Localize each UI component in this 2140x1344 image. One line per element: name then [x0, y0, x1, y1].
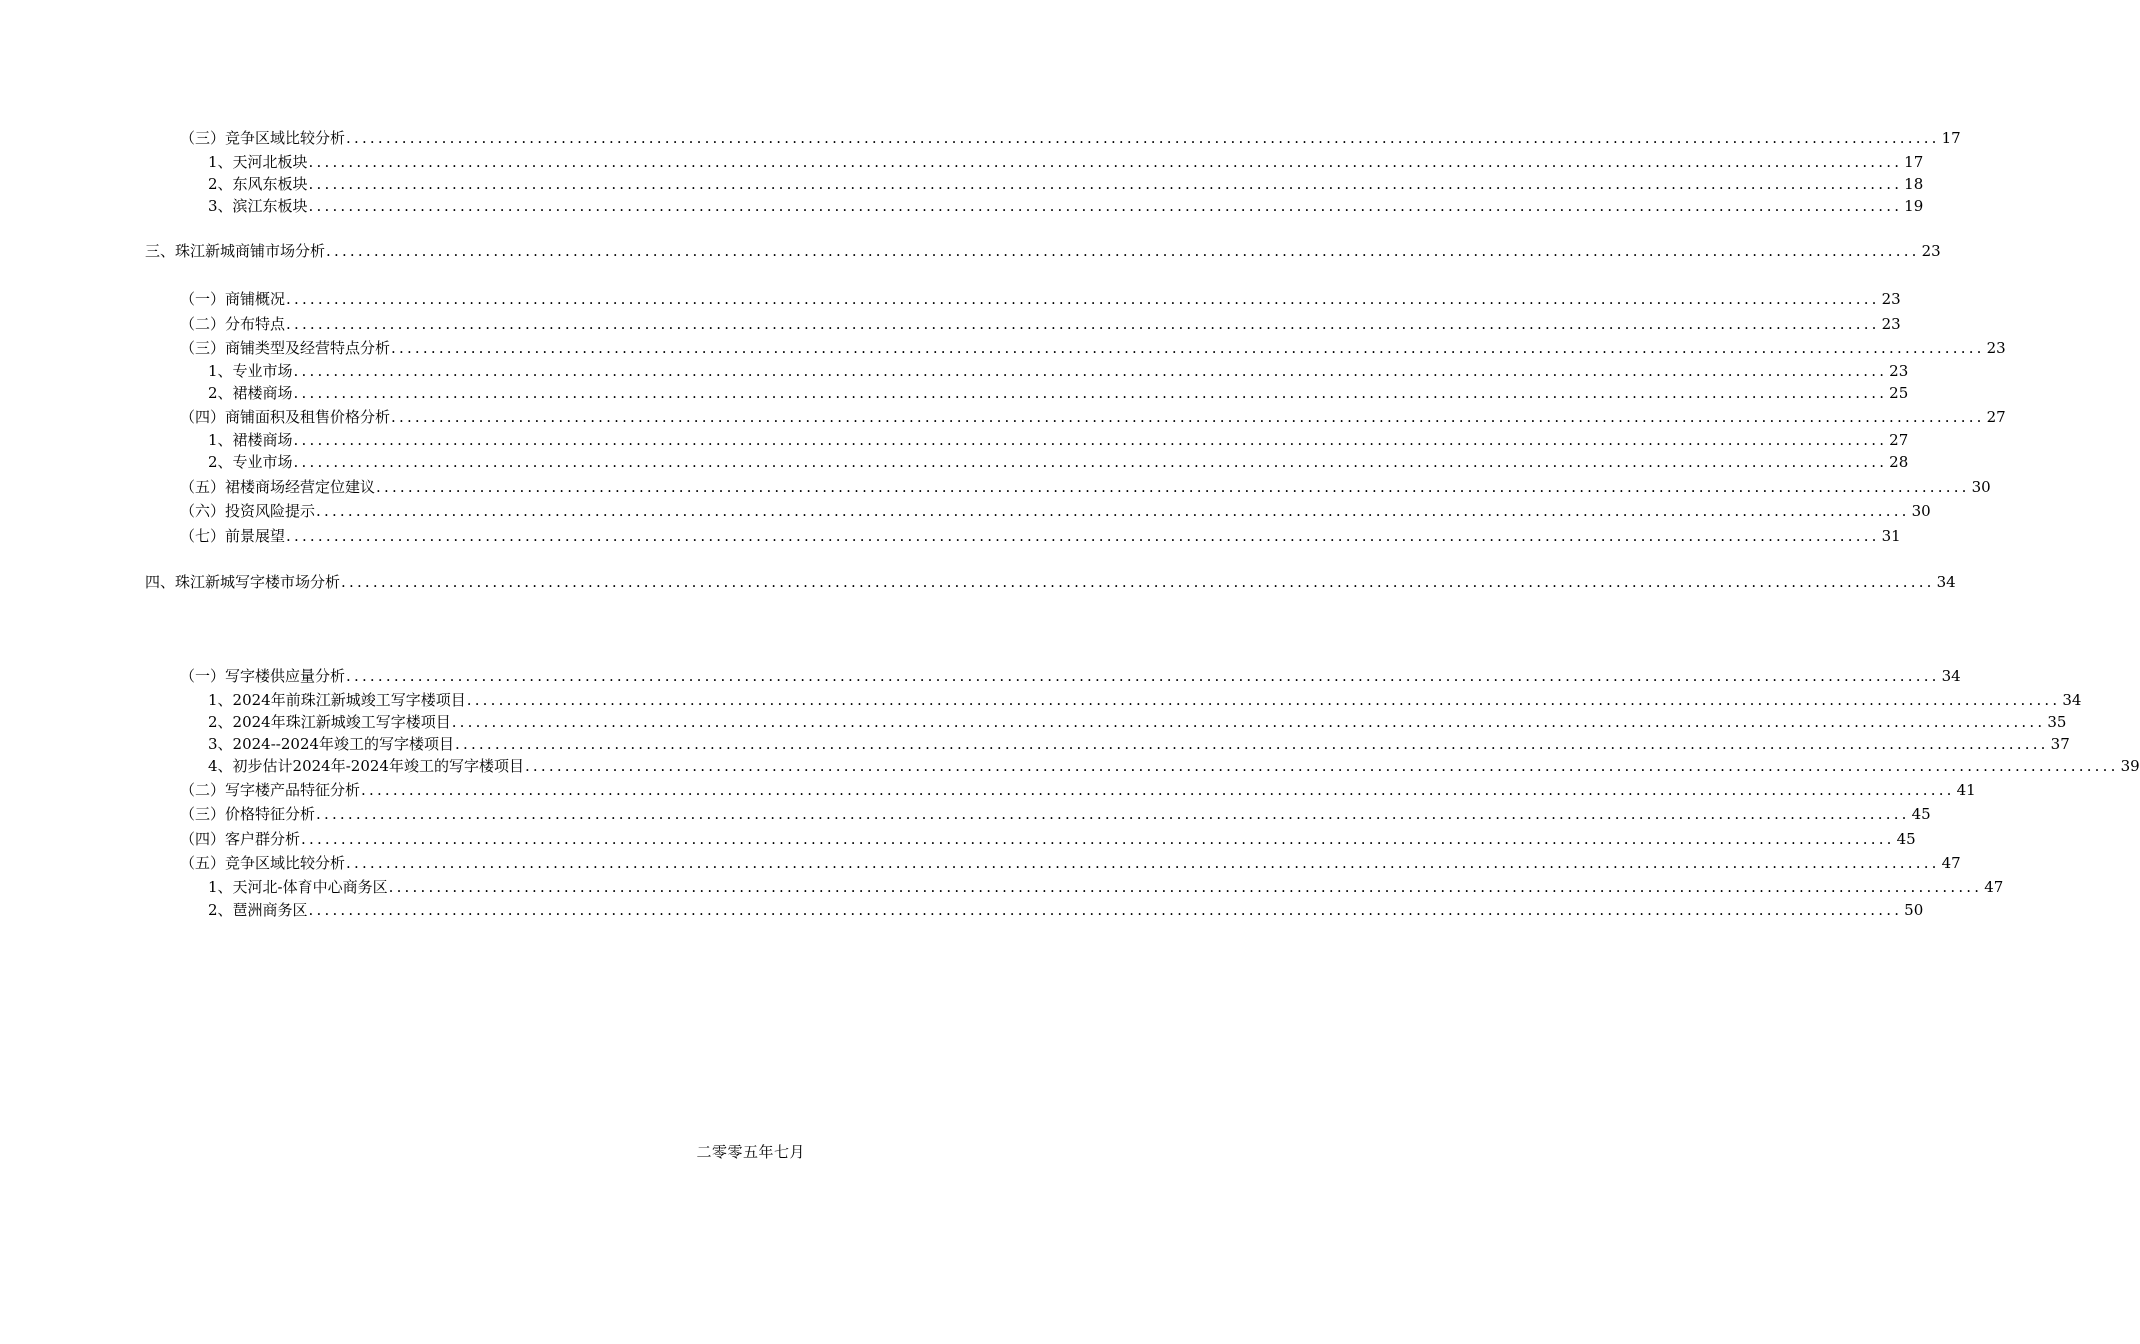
toc-entry[interactable] [180, 828, 1916, 850]
toc-entry-title: 1、天河北-体育中心商务区 [208, 878, 388, 896]
toc-leader-dots: ........................................................................................................................................................................................................ [361, 781, 1955, 799]
toc-entry-title: 2、专业市场 [208, 453, 293, 471]
toc-entry[interactable] [208, 733, 2070, 755]
toc-leader-dots: ........................................................................................................................................................................................................ [391, 339, 1985, 357]
toc-entry[interactable] [180, 337, 2006, 359]
toc-leader-dots: ........................................................................................................................................................................................................ [293, 431, 1888, 449]
toc-page-number: 31 [1881, 527, 1901, 545]
toc-leader-dots: ........................................................................................................................................................................................................ [451, 713, 2046, 731]
toc-entry-title: （二）写字楼产品特征分析 [180, 781, 361, 799]
toc-leader-dots: ........................................................................................................................................................................................................ [455, 735, 2049, 753]
toc-page-number: 23 [1881, 290, 1901, 308]
toc-entry[interactable] [180, 406, 2006, 428]
toc-page-number: 27 [1889, 431, 1909, 449]
toc-entry-title: 1、裙楼商场 [208, 431, 293, 449]
toc-page-number: 19 [1904, 197, 1924, 215]
toc-entry-title: （四）商铺面积及租售价格分析 [180, 408, 391, 426]
toc-entry[interactable] [180, 313, 1901, 335]
toc-entry-title: 四、珠江新城写字楼市场分析 [145, 573, 341, 591]
toc-entry-title: 4、初步估计2024年-2024年竣工的写字楼项目 [208, 757, 524, 775]
toc-page-number: 41 [1956, 781, 1976, 799]
toc-entry[interactable] [208, 689, 2082, 711]
toc-page-number: 27 [1986, 408, 2006, 426]
toc-entry[interactable] [180, 779, 1976, 801]
toc-leader-dots: ........................................................................................................................................................................................................ [388, 878, 1983, 896]
toc-page-number: 34 [1941, 667, 1961, 685]
toc-entry-title: （二）分布特点 [180, 315, 286, 333]
toc-leader-dots: ........................................................................................................................................................................................................ [286, 527, 1880, 545]
toc-page-number: 17 [1941, 129, 1961, 147]
toc-leader-dots: ........................................................................................................................................................................................................ [316, 502, 1910, 520]
toc-entry-title: （一）写字楼供应量分析 [180, 667, 346, 685]
toc-leader-dots: ........................................................................................................................................................................................................ [376, 478, 1970, 496]
toc-page-number: 18 [1904, 175, 1924, 193]
toc-leader-dots: ........................................................................................................................................................................................................ [286, 290, 1880, 308]
toc-leader-dots: ........................................................................................................................................................................................................ [524, 757, 2119, 775]
toc-page-number: 23 [1889, 362, 1909, 380]
toc-entry-title: （五）竞争区域比较分析 [180, 854, 346, 872]
toc-page-number: 17 [1904, 153, 1924, 171]
toc-leader-dots: ........................................................................................................................................................................................................ [308, 175, 1903, 193]
toc-entry[interactable] [180, 803, 1931, 825]
toc-leader-dots: ........................................................................................................................................................................................................ [308, 197, 1903, 215]
toc-entry[interactable] [180, 127, 1961, 149]
toc-entry-title: 2、裙楼商场 [208, 384, 293, 402]
toc-entry-title: （四）客户群分析 [180, 830, 301, 848]
toc-entry[interactable] [208, 451, 1909, 473]
toc-entry-title: （五）裙楼商场经营定位建议 [180, 478, 376, 496]
toc-entry-title: （一）商铺概况 [180, 290, 286, 308]
toc-entry[interactable] [180, 288, 1901, 310]
toc-entry-title: 2、东风东板块 [208, 175, 308, 193]
toc-page-number: 47 [1984, 878, 2004, 896]
toc-entry[interactable] [180, 476, 1991, 498]
toc-entry[interactable] [208, 382, 1909, 404]
toc-entry-title: （三）商铺类型及经营特点分析 [180, 339, 391, 357]
toc-leader-dots: ........................................................................................................................................................................................................ [286, 315, 1880, 333]
toc-page-number: 35 [2047, 713, 2067, 731]
toc-entry[interactable] [208, 755, 2140, 777]
toc-page-number: 34 [2062, 691, 2082, 709]
toc-leader-dots: ........................................................................................................................................................................................................ [293, 453, 1888, 471]
toc-leader-dots: ........................................................................................................................................................................................................ [308, 153, 1903, 171]
toc-entry-title: 3、2024--2024年竣工的写字楼项目 [208, 735, 455, 753]
toc-page-number: 23 [1881, 315, 1901, 333]
toc-entry-title: （三）竞争区域比较分析 [180, 129, 346, 147]
toc-entry-title: 1、2024年前珠江新城竣工写字楼项目 [208, 691, 466, 709]
toc-page-number: 47 [1941, 854, 1961, 872]
toc-entry[interactable] [208, 876, 2004, 898]
toc-leader-dots: ........................................................................................................................................................................................................ [293, 362, 1888, 380]
toc-entry[interactable] [208, 899, 1924, 921]
toc-entry[interactable] [208, 195, 1924, 217]
toc-entry-title: 2、2024年珠江新城竣工写字楼项目 [208, 713, 451, 731]
toc-entry[interactable] [208, 711, 2067, 733]
toc-page-number: 30 [1971, 478, 1991, 496]
toc-page-number: 23 [1921, 242, 1941, 260]
toc-entry-title: 3、滨江东板块 [208, 197, 308, 215]
toc-entry[interactable] [208, 173, 1924, 195]
toc-leader-dots: ........................................................................................................................................................................................................ [316, 805, 1910, 823]
toc-entry-title: 三、珠江新城商铺市场分析 [145, 242, 326, 260]
toc-entry[interactable] [208, 360, 1909, 382]
toc-entry-title: 1、天河北板块 [208, 153, 308, 171]
toc-page-number: 23 [1986, 339, 2006, 357]
toc-entry-title: 2、琶洲商务区 [208, 901, 308, 919]
toc-page-number: 34 [1936, 573, 1956, 591]
toc-entry-title: （三）价格特征分析 [180, 805, 316, 823]
toc-entry[interactable] [145, 571, 1956, 593]
toc-entry[interactable] [145, 240, 1941, 262]
toc-leader-dots: ........................................................................................................................................................................................................ [326, 242, 1920, 260]
toc-leader-dots: ........................................................................................................................................................................................................ [466, 691, 2061, 709]
toc-entry[interactable] [180, 500, 1931, 522]
toc-entry[interactable] [180, 525, 1901, 547]
toc-page-number: 30 [1911, 502, 1931, 520]
document-date: 二零零五年七月 [696, 1143, 805, 1161]
toc-entry[interactable] [180, 665, 1961, 687]
toc-page-number: 45 [1911, 805, 1931, 823]
toc-page-number: 37 [2050, 735, 2070, 753]
toc-leader-dots: ........................................................................................................................................................................................................ [301, 830, 1895, 848]
toc-page-number: 25 [1889, 384, 1909, 402]
toc-page-number: 39 [2120, 757, 2140, 775]
toc-leader-dots: ........................................................................................................................................................................................................ [341, 573, 1935, 591]
toc-leader-dots: ........................................................................................................................................................................................................ [308, 901, 1903, 919]
toc-page-number: 50 [1904, 901, 1924, 919]
toc-leader-dots: ........................................................................................................................................................................................................ [346, 129, 1940, 147]
toc-entry[interactable] [180, 852, 1961, 874]
toc-entry[interactable] [208, 151, 1924, 173]
toc-leader-dots: ........................................................................................................................................................................................................ [293, 384, 1888, 402]
toc-leader-dots: ........................................................................................................................................................................................................ [346, 854, 1940, 872]
toc-page-number: 45 [1896, 830, 1916, 848]
toc-entry[interactable] [208, 429, 1909, 451]
toc-page-number: 28 [1889, 453, 1909, 471]
toc-entry-title: （六）投资风险提示 [180, 502, 316, 520]
toc-leader-dots: ........................................................................................................................................................................................................ [391, 408, 1985, 426]
toc-entry-title: 1、专业市场 [208, 362, 293, 380]
toc-leader-dots: ........................................................................................................................................................................................................ [346, 667, 1940, 685]
toc-entry-title: （七）前景展望 [180, 527, 286, 545]
